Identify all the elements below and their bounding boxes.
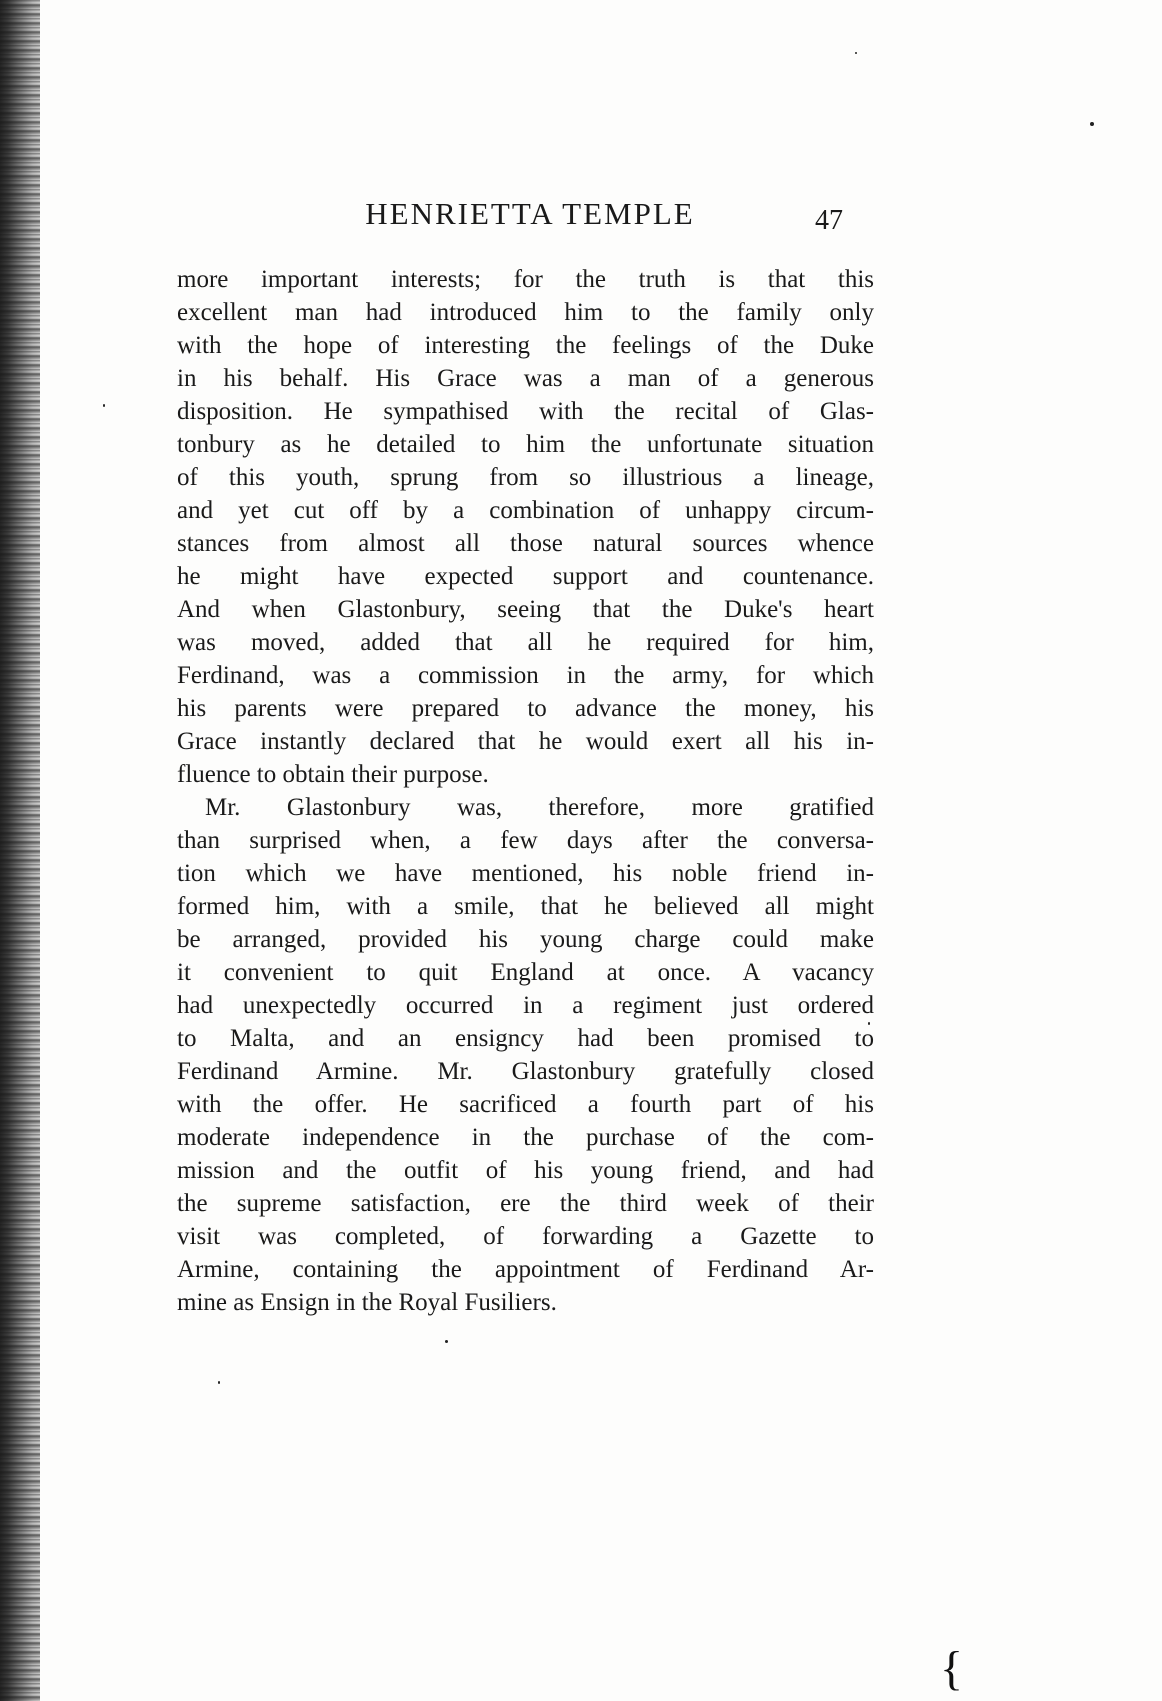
text-line: more important interests; for the truth is that this	[177, 266, 874, 293]
text-line: Grace instantly declared that he would exert all his in-	[177, 728, 874, 755]
text-line: moderate independence in the purchase of the com-	[177, 1124, 874, 1151]
text-line: mine as Ensign in the Royal Fusiliers.	[177, 1289, 557, 1316]
scan-speck	[218, 1381, 220, 1384]
text-line: of this youth, sprung from so illustrious a lineage,	[177, 464, 874, 491]
text-line: fluence to obtain their purpose.	[177, 761, 489, 788]
scan-speck	[868, 1022, 870, 1025]
text-line: Ferdinand Armine. Mr. Glastonbury gratefully closed	[177, 1058, 874, 1085]
text-line: tonbury as he detailed to him the unfortunate situation	[177, 431, 874, 458]
text-line: with the offer. He sacrificed a fourth part of his	[177, 1091, 874, 1118]
text-line: excellent man had introduced him to the family only	[177, 299, 874, 326]
text-line: had unexpectedly occurred in a regiment just ordered	[177, 992, 874, 1019]
scan-speck	[445, 1340, 448, 1343]
text-line: his parents were prepared to advance the money, his	[177, 695, 874, 722]
text-line: to Malta, and an ensigncy had been promised to	[177, 1025, 874, 1052]
text-line: and yet cut off by a combination of unhappy circum-	[177, 497, 874, 524]
paragraph-1	[177, 263, 874, 791]
scan-speck	[855, 52, 857, 54]
paragraph-2	[177, 791, 874, 1319]
page-number: 47	[815, 205, 843, 236]
text-line: in his behalf. His Grace was a man of a generous	[177, 365, 874, 392]
body-text	[177, 263, 874, 1319]
text-line: it convenient to quit England at once. A vacancy	[177, 959, 874, 986]
text-line: Ferdinand, was a commission in the army, for which	[177, 662, 874, 689]
text-line: the supreme satisfaction, ere the third week of their	[177, 1190, 874, 1217]
text-line: than surprised when, a few days after the conversa-	[177, 827, 874, 854]
text-line: stances from almost all those natural sources whence	[177, 530, 874, 557]
text-line: Mr. Glastonbury was, therefore, more gratified	[205, 794, 874, 821]
text-line: was moved, added that all he required for him,	[177, 629, 874, 656]
running-head: HENRIETTA TEMPLE	[365, 196, 695, 231]
margin-mark: {	[940, 1642, 964, 1695]
text-line: be arranged, provided his young charge could make	[177, 926, 874, 953]
text-line: And when Glastonbury, seeing that the Duke's heart	[177, 596, 874, 623]
text-line: he might have expected support and countenance.	[177, 563, 874, 590]
scan-speck	[1090, 122, 1094, 126]
scan-speck	[103, 404, 105, 407]
text-line: disposition. He sympathised with the recital of Glas-	[177, 398, 874, 425]
text-line: formed him, with a smile, that he believed all might	[177, 893, 874, 920]
binding-edge	[0, 0, 40, 1701]
text-line: with the hope of interesting the feelings of the Duke	[177, 332, 874, 359]
text-line: mission and the outfit of his young friend, and had	[177, 1157, 874, 1184]
text-line: visit was completed, of forwarding a Gazette to	[177, 1223, 874, 1250]
text-line: Armine, containing the appointment of Ferdinand Ar-	[177, 1256, 874, 1283]
text-line: tion which we have mentioned, his noble friend in-	[177, 860, 874, 887]
